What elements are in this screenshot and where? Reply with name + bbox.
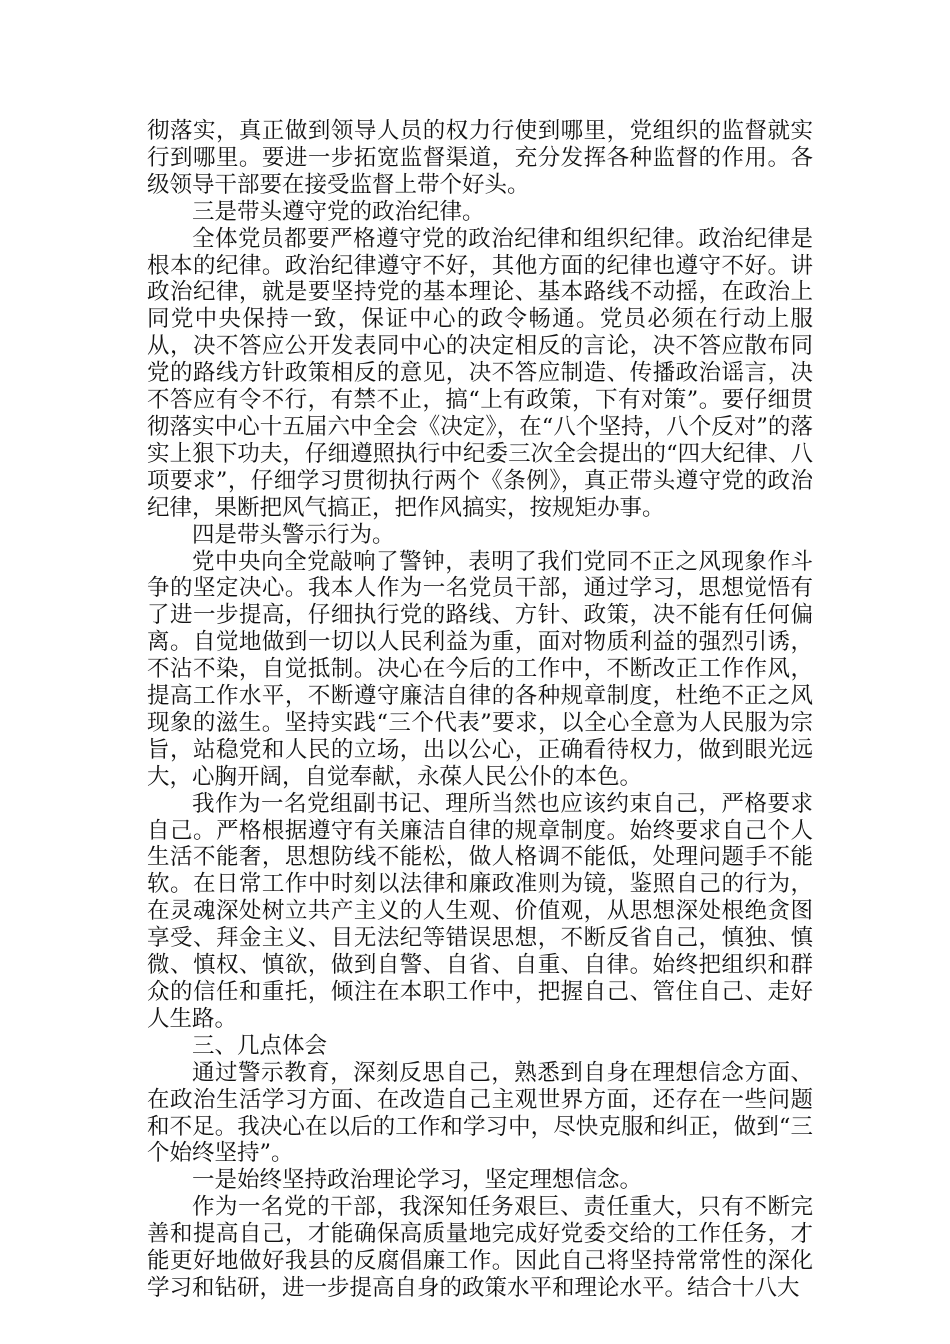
paragraph-self-discipline: 我作为一名党组副书记、理所当然也应该约束自己，严格要求自己。严格根据遵守有关廉洁自律的规章制度。始终要求自己个人生活不能奢，思想防线不能松，做人格调不能低，处理问题手不能软。在日常工作中时刻以法律和廉政准则为镜，鉴照自己的行为，在灵魂深处树立共产主义的人生观、价值观，从思想深处根绝贪图享受、拜金主义、目无法纪等错误思想，不断反省自己，慎独、慎微、慎权、慎欲，做到自警、自省、自重、自律。始终把组织和群众的信任和重托，倾注在本职工作中，把握自己、管住自己、走好人生路。 [147,790,813,1032]
paragraph-warning-behavior: 党中央向全党敲响了警钟，表明了我们党同不正之风现象作斗争的坚定决心。我本人作为一名党员干部，通过学习，思想觉悟有了进一步提高，仔细执行党的路线、方针、政策，决不能有任何偏离。自觉地做到一切以人民利益为重，面对物质利益的强烈引诱，不沾不染，自觉抵制。决心在今后的工作中，不断改正工作作风，提高工作水平，不断遵守廉洁自律的各种规章制度，杜绝不正之风现象的滋生。坚持实践“三个代表”要求，以全心全意为人民服为宗旨，站稳党和人民的立场，出以公心，正确看待权力，做到眼光远大，心胸开阔，自觉奉献，永葆人民公仆的本色。 [147,548,813,790]
section-heading-reflections: 三、几点体会 [192,1032,328,1059]
document-body [147,118,813,1302]
paragraph-continuation: 彻落实，真正做到领导人员的权力行使到哪里，党组织的监督就实行到哪里。要进一步拓宽监督渠道，充分发挥各种监督的作用。各级领导干部要在接受监督上带个好头。 [147,118,813,198]
paragraph-reflections-intro: 通过警示教育，深刻反思自己，熟悉到自身在理想信念方面、在政治生活学习方面、在改造自己主观世界方面，还存在一些问题和不足。我决心在以后的工作和学习中，尽快克服和纠正，做到“三个始终坚持”。 [147,1059,813,1167]
paragraph-political-discipline: 全体党员都要严格遵守党的政治纪律和组织纪律。政治纪律是根本的纪律。政治纪律遵守不好，其他方面的纪律也遵守不好。讲政治纪律，就是要坚持党的基本理论、基本路线不动摇，在政治上同党中央保持一致，保证中心的政令畅通。党员必须在行动上服从，决不答应公开发表同中心的决定相反的言论，决不答应散布同党的路线方针政策相反的意见，决不答应制造、传播政治谣言，决不答应有令不行，有禁不止，搞“上有政策，下有对策”。要仔细贯彻落实中心十五届六中全会《决定》，在“八个坚持，八个反对”的落实上狠下功夫，仔细遵照执行中纪委三次全会提出的“四大纪律、八项要求”，仔细学习贯彻执行两个《条例》，真正带头遵守党的政治纪律，果断把风气搞正，把作风搞实，按规矩办事。 [147,225,813,521]
heading-theory-study: 一是始终坚持政治理论学习，坚定理想信念。 [192,1167,643,1194]
heading-political-discipline: 三是带头遵守党的政治纪律。 [192,198,485,225]
heading-warning-behavior: 四是带头警示行为。 [192,521,395,548]
paragraph-theory-study: 作为一名党的干部，我深知任务艰巨、责任重大，只有不断完善和提高自己，才能确保高质量地完成好党委交给的工作任务，才能更好地做好我县的反腐倡廉工作。因此自己将坚持常常性的深化学习和钻研，进一步提高自身的政策水平和理论水平。结合十八大 [147,1194,813,1301]
